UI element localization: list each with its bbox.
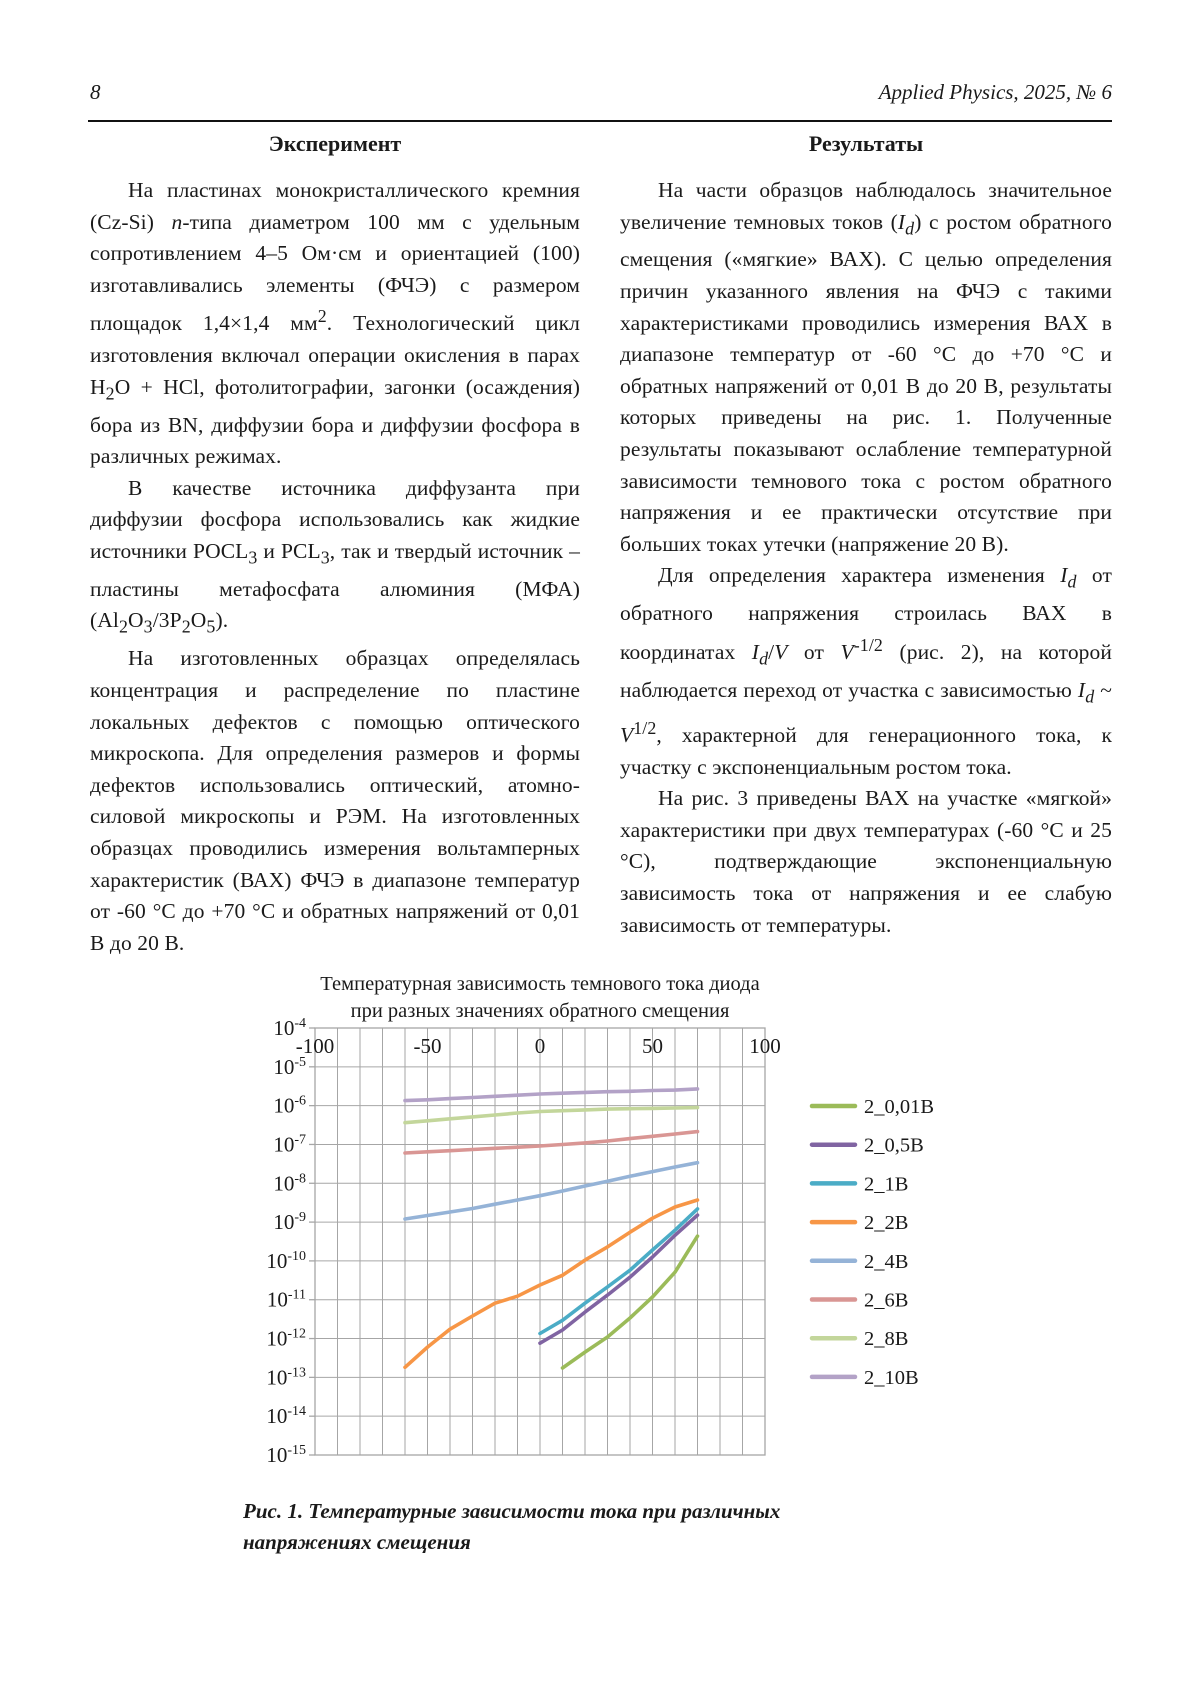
column-results-paragraphs bbox=[620, 175, 1112, 941]
chart-series bbox=[405, 1089, 698, 1368]
y-tick-label: $10^{-15}$ bbox=[266, 1443, 306, 1467]
chart-title bbox=[320, 973, 759, 1022]
series-line-2_2В bbox=[405, 1200, 698, 1367]
paragraph: На пластинах монокристаллического кремния (Cz-Si) n-типа диаметром 100 мм с удельным сопротивлением 4–5 Ом·см и ориентацией (100) изготавливались элементы (ФЧЭ) с размером площадок 1,4×1,4 $мм^2$. Технологический цикл изготовления включал операции окисления в парах $H_2O$ + HCl, фотолитографии, загонки (осаждения) бора из BN, диффузии бора и диффузии фосфора в различных режимах. bbox=[90, 178, 581, 469]
legend-label: 2_0,01В bbox=[864, 1096, 935, 1118]
figure-1-chart bbox=[230, 930, 990, 1490]
x-axis-labels bbox=[296, 1034, 781, 1058]
column-experiment bbox=[90, 131, 580, 959]
header-rule bbox=[88, 120, 1112, 122]
legend-label: 2_6В bbox=[864, 1289, 909, 1312]
paragraph: Для определения характера изменения $I_d$ от обратного напряжения строилась ВАХ в координатах $I_d/V$ от $V^{-1/2}$ (рис. 2), на которой наблюдается переход от участка с зависимостью $I_d$ ~ $V^{1/2}$, характерной для генерационного тока, к участку с экспоненциальным ростом тока. bbox=[620, 563, 1112, 779]
column-experiment-paragraphs bbox=[90, 175, 580, 959]
chart-title-line: при разных значениях обратного смещения bbox=[350, 1000, 730, 1022]
figure-1-caption: Рис. 1. Температурные зависимости тока при различных напряжениях смещения bbox=[243, 1499, 781, 1554]
legend-label: 2_4В bbox=[864, 1250, 909, 1273]
y-tick-label: $10^{-12}$ bbox=[266, 1326, 306, 1351]
y-tick-label: $10^{-10}$ bbox=[266, 1248, 306, 1273]
y-tick-label: $10^{-5}$ bbox=[273, 1054, 306, 1079]
series-line-2_10В bbox=[405, 1089, 698, 1101]
paragraph: На изготовленных образцах определялась концентрация и распределение по пластине локальных дефектов с помощью оптического микроскопа. Для определения размеров и формы дефектов использовались оптический, атомно-силовой микроскопы и РЭМ. На изготовленных образцах проводились измерения вольтамперных характеристик (ВАХ) ФЧЭ в диапазоне температур от -60 °C до +70 °C и обратных напряжений от 0,01 В до 20 В. bbox=[90, 646, 580, 955]
legend-label: 2_10В bbox=[864, 1366, 919, 1389]
series-line-2_8В bbox=[405, 1108, 698, 1123]
column-results bbox=[620, 131, 1112, 941]
series-line-2_4В bbox=[405, 1163, 698, 1219]
paragraph: На рис. 3 приведены ВАХ на участке «мягкой» характеристики при двух температурах (-60 °C и 25 °C), подтверждающие экспоненциальную зависимость тока от напряжения и ее слабую зависимость от температуры. bbox=[620, 786, 1112, 937]
chart-grid bbox=[315, 1028, 765, 1455]
x-tick-label: 0 bbox=[534, 1034, 546, 1058]
section-heading-experiment: Эксперимент bbox=[268, 131, 402, 156]
page-number: 8 bbox=[90, 80, 101, 104]
x-tick-label: 100 bbox=[749, 1034, 781, 1058]
x-tick-label: -100 bbox=[295, 1034, 335, 1058]
y-tick-label: $10^{-9}$ bbox=[273, 1210, 306, 1235]
y-axis-labels bbox=[266, 1016, 315, 1467]
chart-legend bbox=[812, 1096, 934, 1389]
series-line-2_6В bbox=[405, 1132, 698, 1153]
paragraph: В качестве источника диффузанта при диффузии фосфора использовались как жидкие источники $POCL_3$ и $PCL_3$, так и твердый источник – пластины метафосфата алюминия (МФА) $(Al_2O_3/3P_2O_5)$. bbox=[90, 475, 580, 637]
x-tick-label: 50 bbox=[642, 1034, 663, 1058]
y-tick-label: $10^{-13}$ bbox=[266, 1365, 306, 1390]
section-heading-results: Результаты bbox=[808, 131, 924, 156]
y-tick-label: $10^{-7}$ bbox=[273, 1132, 306, 1157]
legend-label: 2_8В bbox=[864, 1328, 909, 1351]
legend-label: 2_2В bbox=[864, 1212, 909, 1235]
y-tick-label: $10^{-6}$ bbox=[273, 1093, 306, 1118]
y-tick-label: $10^{-11}$ bbox=[266, 1287, 306, 1312]
y-tick-label: $10^{-14}$ bbox=[266, 1404, 306, 1429]
journal-header: Applied Physics, 2025, № 6 bbox=[878, 80, 1112, 104]
y-tick-label: $10^{-4}$ bbox=[273, 1016, 306, 1040]
legend-label: 2_0,5В bbox=[864, 1134, 924, 1157]
y-tick-label: $10^{-8}$ bbox=[273, 1171, 306, 1196]
paragraph: На части образцов наблюдалось значительное увеличение темновых токов $(I_d)$ с ростом обратного смещения («мягкие» ВАХ). С целью определения причин указанного явления на ФЧЭ с такими характеристиками проводились измерения ВАХ в диапазоне температур от -60 °C до +70 °C и обратных напряжений от 0,01 В до 20 В, результаты которых приведены на рис. 1. Полученные результаты показывают ослабление температурной зависимости темнового тока с ростом обратного напряжения и ее практически отсутствие при больших токах утечки (напряжение 20 В). bbox=[620, 178, 1112, 556]
legend-label: 2_1В bbox=[864, 1173, 909, 1196]
x-tick-label: -50 bbox=[413, 1034, 442, 1058]
chart-title-line: Температурная зависимость темнового тока диода bbox=[320, 973, 760, 995]
